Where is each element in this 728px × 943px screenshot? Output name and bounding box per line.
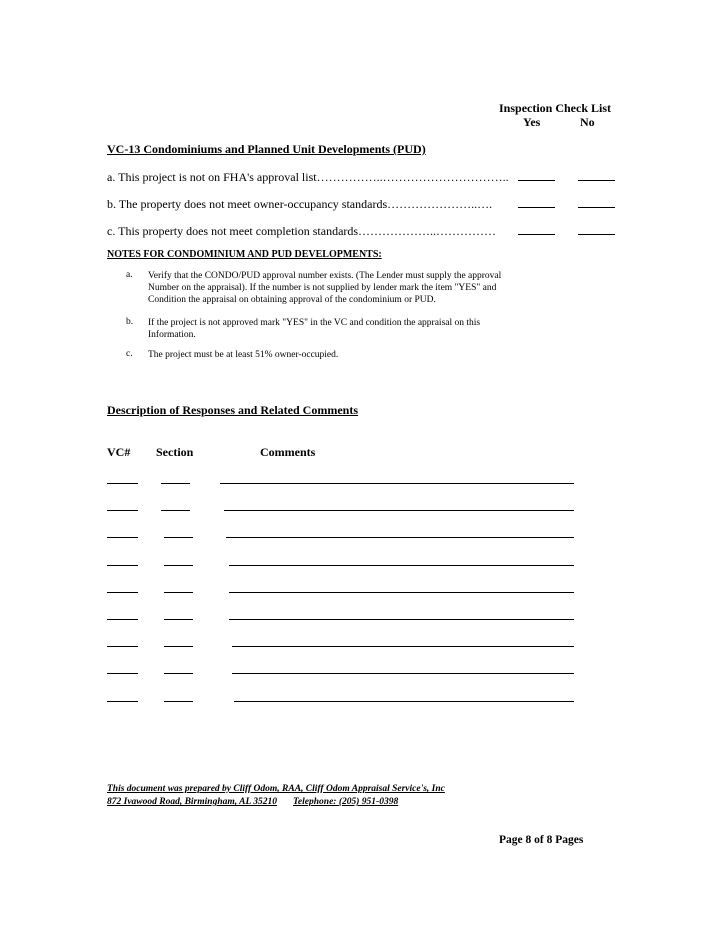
comments-column-header: Comments (260, 445, 316, 459)
response-row-section-field[interactable] (164, 592, 193, 593)
section-title: VC-13 Condominiums and Planned Unit Developments (PUD) (107, 142, 426, 156)
checklist-title: Inspection Check List (499, 101, 612, 115)
response-row-section-field[interactable] (164, 673, 193, 674)
note-b-line-2: Information. (148, 330, 196, 340)
response-row-comment-field[interactable] (229, 592, 574, 593)
response-row-comment-field[interactable] (224, 510, 574, 511)
response-row-vc-field[interactable] (107, 565, 138, 566)
response-row-section-field[interactable] (164, 537, 193, 538)
note-b-line-1: If the project is not approved mark "YES" in the VC and condition the appraisal on this (148, 318, 481, 328)
note-b-letter: b. (126, 317, 134, 327)
footer-phone: Telephone: (205) 951-0398 (293, 797, 399, 807)
response-row-section-field[interactable] (164, 565, 193, 566)
page-number: Page 8 of 8 Pages (499, 834, 584, 846)
response-row-vc-field[interactable] (107, 673, 138, 674)
note-a-line-3: Condition the appraisal on obtaining approval of the condominium or PUD. (148, 295, 436, 305)
yes-column-header: Yes (523, 115, 541, 129)
vc-column-header: VC# (107, 445, 131, 459)
check-item-c-no-field[interactable] (578, 234, 615, 235)
response-row-comment-field[interactable] (220, 483, 574, 484)
response-row-comment-field[interactable] (229, 619, 574, 620)
response-row-section-field[interactable] (164, 619, 193, 620)
response-row-vc-field[interactable] (107, 619, 138, 620)
check-item-b: b. The property does not meet owner-occupancy standards…………………..…. (107, 197, 493, 211)
response-row-vc-field[interactable] (107, 510, 138, 511)
note-c-line-1: The project must be at least 51% owner-occupied. (148, 350, 339, 360)
note-a-letter: a. (126, 270, 133, 280)
check-item-a: a. This project is not on FHA's approval list……………..………………………….. (107, 170, 509, 184)
response-row-vc-field[interactable] (107, 592, 138, 593)
response-row-section-field[interactable] (164, 646, 193, 647)
no-column-header: No (580, 115, 595, 129)
note-a-line-1: Verify that the CONDO/PUD approval number exists. (The Lender must supply the approval (148, 271, 502, 281)
response-row-comment-field[interactable] (232, 646, 574, 647)
footer-preparer: This document was prepared by Cliff Odom, RAA, Cliff Odom Appraisal Service's, Inc (107, 784, 445, 794)
response-row-comment-field[interactable] (229, 565, 574, 566)
notes-title: NOTES FOR CONDOMINIUM AND PUD DEVELOPMENTS: (107, 249, 382, 260)
description-title: Description of Responses and Related Comments (107, 403, 358, 417)
response-row-comment-field[interactable] (226, 537, 574, 538)
response-row-vc-field[interactable] (107, 537, 138, 538)
response-row-comment-field[interactable] (234, 701, 574, 702)
response-row-section-field[interactable] (161, 510, 190, 511)
note-a-line-2: Number on the appraisal). If the number is not supplied by lender mark the item "YES" and (148, 283, 497, 293)
footer-address: 872 Ivawood Road, Birmingham, AL 35210 (107, 797, 278, 807)
check-item-b-yes-field[interactable] (518, 207, 555, 208)
check-item-a-yes-field[interactable] (518, 180, 555, 181)
response-row-vc-field[interactable] (107, 701, 138, 702)
check-item-b-no-field[interactable] (578, 207, 615, 208)
section-column-header: Section (156, 445, 194, 459)
note-c-letter: c. (126, 349, 133, 359)
response-row-comment-field[interactable] (232, 673, 574, 674)
response-row-section-field[interactable] (164, 701, 193, 702)
check-item-c-yes-field[interactable] (518, 234, 555, 235)
check-item-c: c. This property does not meet completion standards………………..…………… (107, 224, 497, 238)
check-item-a-no-field[interactable] (578, 180, 615, 181)
response-row-vc-field[interactable] (107, 646, 138, 647)
response-row-section-field[interactable] (161, 483, 190, 484)
response-row-vc-field[interactable] (107, 483, 138, 484)
